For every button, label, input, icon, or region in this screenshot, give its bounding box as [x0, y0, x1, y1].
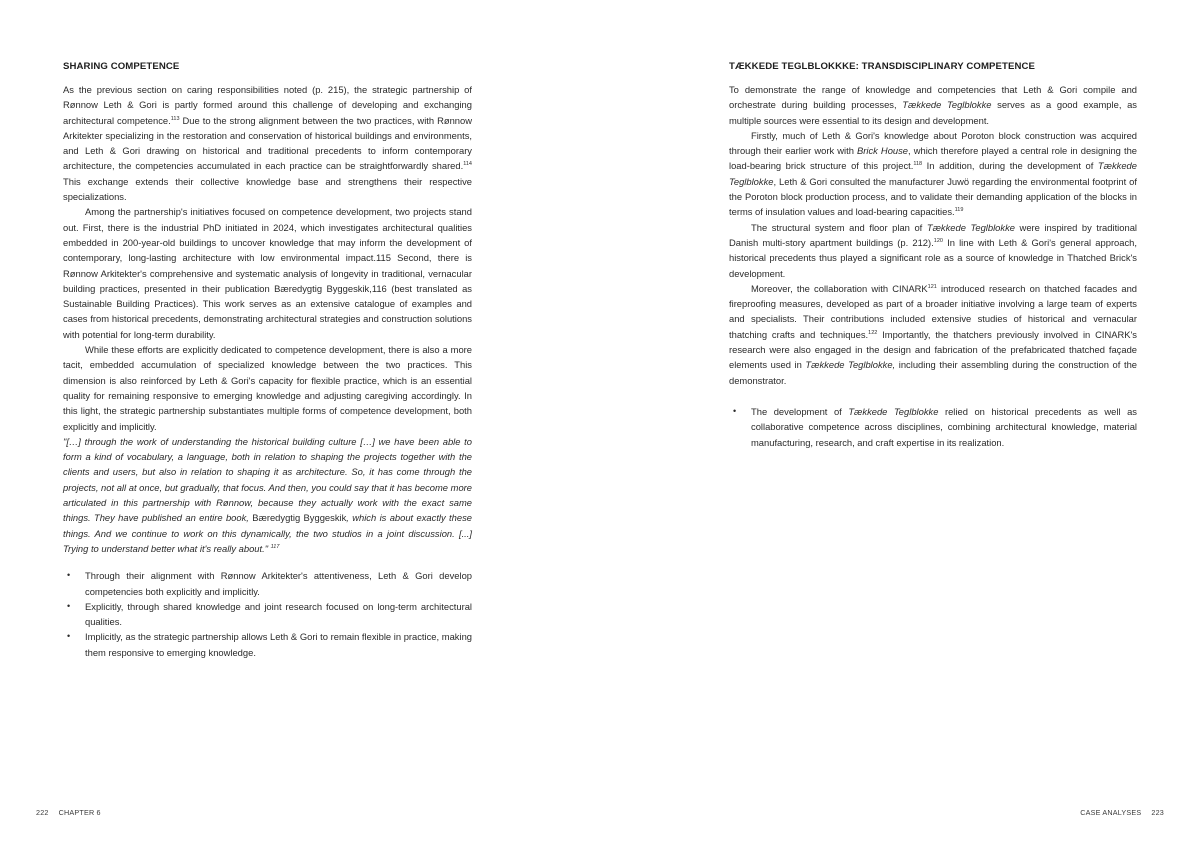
left-page [63, 0, 472, 849]
footnote-ref: 117 [270, 543, 280, 550]
paragraph: Moreover, the collaboration with CINARK$^{121}$ introduced research on thatched facades and fireproofing measures, developed as part of a broader initiative involving a large team of experts and specialists. Their contributions included extensive studies of historical and vernacular thatching crafts and techniques.$^{122}$ Importantly, the thatchers previously involved in CINARK's research were also engaged in the design and fabrication of the prefabricated thatched façade elements used in Tækkede Teglblokke, including their assembling during the construction of the demonstrator. [729, 282, 1137, 386]
footnote-ref: 113 [170, 115, 180, 122]
paragraph: While these efforts are explicitly dedicated to competence development, there is also a more tacit, embedded accumulation of specialized knowledge between the two practices. This dimension is also reinforced by Leth & Gori's capacity for flexible practice, which is an essential quality for remaining responsive to emerging knowledge and adjusting caregiving accordingly. In this light, the strategic partnership substantiates multiple forms of competence development, both explicitly and implicitly. [63, 344, 472, 432]
book-title: Bæredygtig Byggeskik [252, 512, 347, 524]
page-number: 222 [36, 808, 49, 817]
footnote-ref: 121 [927, 283, 937, 290]
section-label: CASE ANALYSES [1080, 808, 1142, 817]
list-item: • The development of Tækkede Teglblokke relied on historical precedents as well as collaborative competence across disciplines, combining architectural knowledge, material manufacturing, research, and craft expertise in its realization. [729, 404, 1137, 450]
summary-list [729, 404, 1137, 450]
left-folio [36, 808, 101, 817]
footnote-ref: 118 [913, 161, 923, 168]
paragraph: Among the partnership's initiatives focused on competence development, two projects stand out. First, there is the industrial PhD initiated in 2024, which investigates architectural qualities embedded in 200-year-old buildings to uncover knowledge that may inform the development of contemporary, long-lasting architecture with low environmental impact.115 Second, there is Rønnow Arkitekter's comprehensive and systematic analysis of longevity in traditional, vernacular building practices, presented in their publication Bæredygtig Byggeskik,116 (best translated as Sustainable Building Practices). This work serves as an extensive catalogue of examples and cases from historical precedents, demonstrating architectural strategies and construction solutions with potential for long-term durability. [63, 206, 472, 340]
right-page [729, 0, 1137, 849]
paragraph: Firstly, much of Leth & Gori's knowledge about Poroton block construction was acquired through their earlier work with Brick House, which therefore played a central role in designing the load-bearing brick structure of this project.$^{118}$ In addition, during the development of Tækkede Teglblokke, Leth & Gori consulted the manufacturer Juwö regarding the environmental footprint of the Poroton block production process, and to validate their demanding application of the blocks in terms of insulation values and load-bearing capacities.$^{119}$ [729, 129, 1137, 218]
list-item: • Implicitly, as the strategic partnership allows Leth & Gori to remain flexible in practice, making them responsive to emerging knowledge. [63, 629, 472, 660]
footnote-ref: 119 [954, 207, 964, 214]
paragraph: As the previous section on caring responsibilities noted (p. 215), the strategic partnership of Rønnow Leth & Gori is partly formed around this challenge of developing and exchanging architectural competence.$^{113}$ Due to the strong alignment between the two practices, with Rønnow Arkitekter specializing in the restoration and conservation of historical buildings and environments, and Leth & Gori drawing on historical and traditional precedents to inform contemporary architecture, the competencies accumulated in each practice can be straightforwardly shared.$^{114}$ This exchange extends their collective knowledge base and strengthens their respective specializations. [63, 84, 472, 203]
paragraph: The structural system and floor plan of Tækkede Teglblokke were inspired by traditional Danish multi-story apartment buildings (p. 212).$^{120}$ In line with Leth & Gori's general approach, historical precedents thus played a significant role as a source of knowledge in Thatched Brick's development. [729, 221, 1137, 279]
summary-list [63, 568, 472, 660]
interview-quote: "[…] through the work of understanding the historical building culture […] we have been able to form a kind of vocabulary, a language, both in relation to shaping the projects together with the clients and users, but also in relation to shaping it as architecture. So, it has come through the projects, not all at once, but gradually, that focus. And then, you could say that it has become more articulated in this partnership with Rønnow, because they actually work with the exact same things. They have published an entire book, Bæredygtig Byggeskik, which is about exactly these things. And we continue to work on this dynamically, the two studios in a joint discussion. [...] Trying to understand better what it's really about." $^{117}$ [63, 435, 472, 554]
right-folio [1080, 808, 1164, 817]
page-number: 223 [1151, 808, 1164, 817]
body-text [63, 82, 472, 660]
list-item: • Through their alignment with Rønnow Arkitekter's attentiveness, Leth & Gori develop competencies both explicitly and implicitly. [63, 568, 472, 599]
chapter-label: CHAPTER 6 [58, 808, 101, 817]
footnote-ref: 122 [868, 329, 878, 336]
paragraph: To demonstrate the range of knowledge and competencies that Leth & Gori compile and orchestrate during building processes, Tækkede Teglblokke serves as a good example, as multiple sources were essential to its design and development. [729, 84, 1137, 126]
footnote-ref: 120 [933, 237, 943, 244]
section-heading: TÆKKEDE TEGLBLOKKKE: TRANSDISCIPLINARY COMPETENCE [729, 61, 1036, 72]
section-heading: SHARING COMPETENCE [63, 61, 180, 72]
body-text [729, 82, 1137, 450]
footnote-ref: 114 [463, 161, 472, 168]
list-item: • Explicitly, through shared knowledge and joint research focused on long-term architectural qualities. [63, 599, 472, 630]
